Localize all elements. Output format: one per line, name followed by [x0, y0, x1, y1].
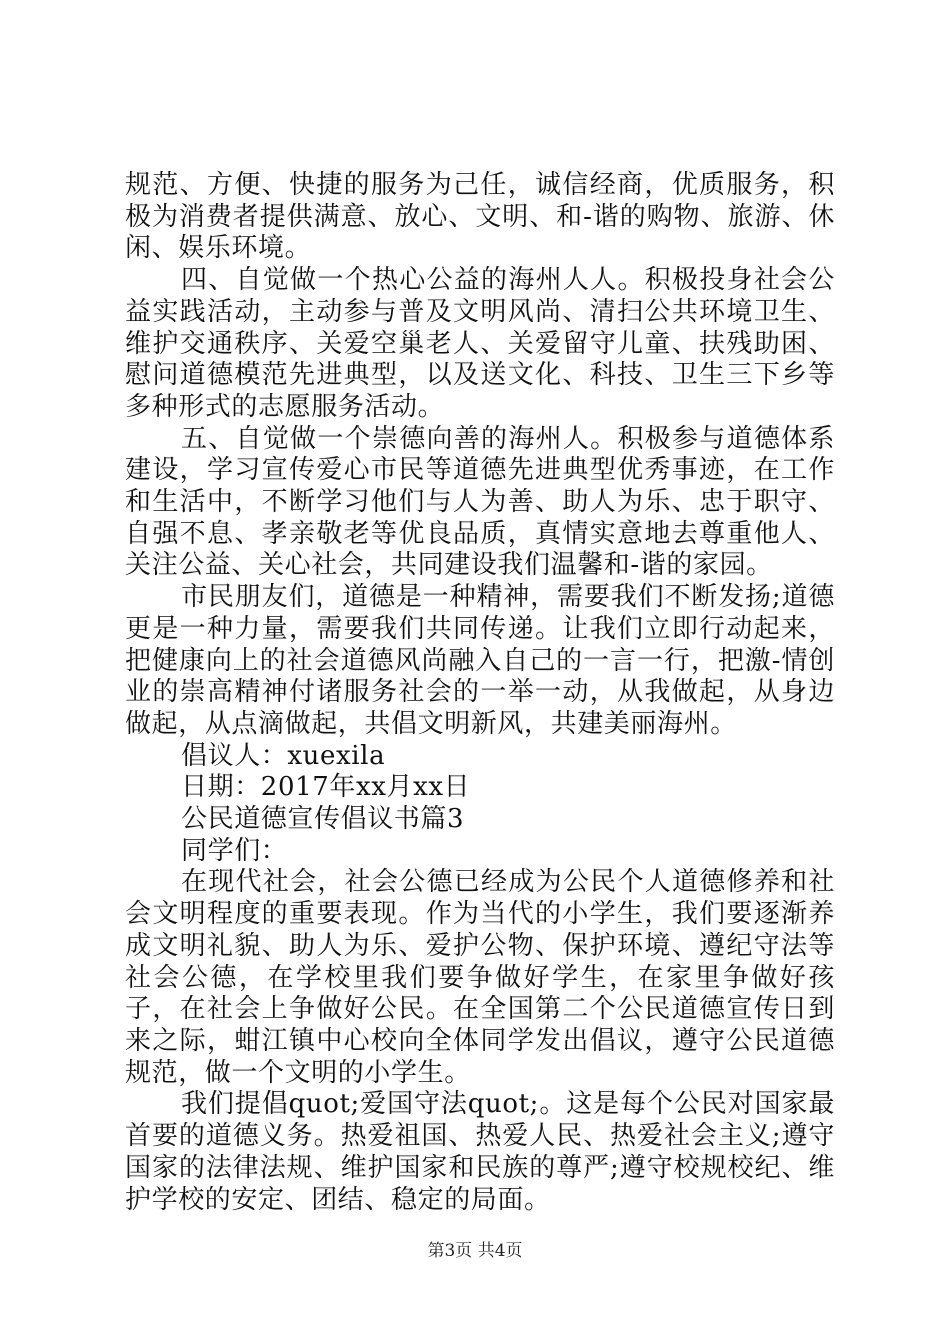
paragraph-patriotism: 我们提倡quot;爱国守法quot;。这是每个公民对国家最首要的道德义务。热爱祖国、热爱人民、热爱社会主义;遵守国家的法律法规、维护国家和民族的尊严;遵守校规校纪、维护学校的安定、团结、稳定的局面。: [125, 1089, 835, 1215]
paragraph-virtue: 五、自觉做一个崇德向善的海州人。积极参与道德体系建设，学习宣传爱心市民等道德先进典型优秀事迹，在工作和生活中，不断学习他们与人为善、助人为乐、忠于职守、自强不息、孝亲敬老等优良品质，真情实意地去尊重他人、关注公益、关心社会，共同建设我们温馨和-谐的家园。: [125, 423, 835, 581]
date-line: 日期：2017年xx月xx日: [181, 772, 471, 803]
document-body: [125, 170, 835, 1216]
paragraph-social-morality: 在现代社会，社会公德已经成为公民个人道德修养和社会文明程度的重要表现。作为当代的小学生，我们要逐渐养成文明礼貌、助人为乐、爱护公物、保护环境、遵纪守法等社会公德，在学校里我们要争做好学生，在家里争做好孩子，在社会上争做好公民。在全国第二个公民道德宣传日到来之际，蚶江镇中心校向全体同学发出倡议，遵守公民道德规范，做一个文明的小学生。: [125, 867, 835, 1088]
page-number-footer: 第3页 共4页: [427, 1241, 523, 1261]
proposer-line: 倡议人：xuexila: [181, 740, 386, 771]
salutation: 同学们：: [181, 835, 288, 866]
paragraph-public-welfare: 四、自觉做一个热心公益的海州人人。积极投身社会公益实践活动，主动参与普及文明风尚、清扫公共环境卫生、维护交通秩序、关爱空巢老人、关爱留守儿童、扶残助困、慰问道德模范先进典型，以及送文化、科技、卫生三下乡等多种形式的志愿服务活动。: [125, 265, 835, 422]
paragraph-citizens-appeal: 市民朋友们，道德是一种精神，需要我们不断发扬;道德更是一种力量，需要我们共同传递。让我们立即行动起来，把健康向上的社会道德风尚融入自己的一言一行，把激-情创业的崇高精神付诸服务社会的一举一动，从我做起，从身边做起，从点滴做起，共倡文明新风，共建美丽海州。: [125, 582, 835, 739]
paragraph-service-environment: 规范、方便、快捷的服务为己任，诚信经商，优质服务，积极为消费者提供满意、放心、文明、和-谐的购物、旅游、休闲、娱乐环境。: [125, 170, 835, 264]
section-title: 公民道德宣传倡议书篇3: [181, 804, 465, 835]
